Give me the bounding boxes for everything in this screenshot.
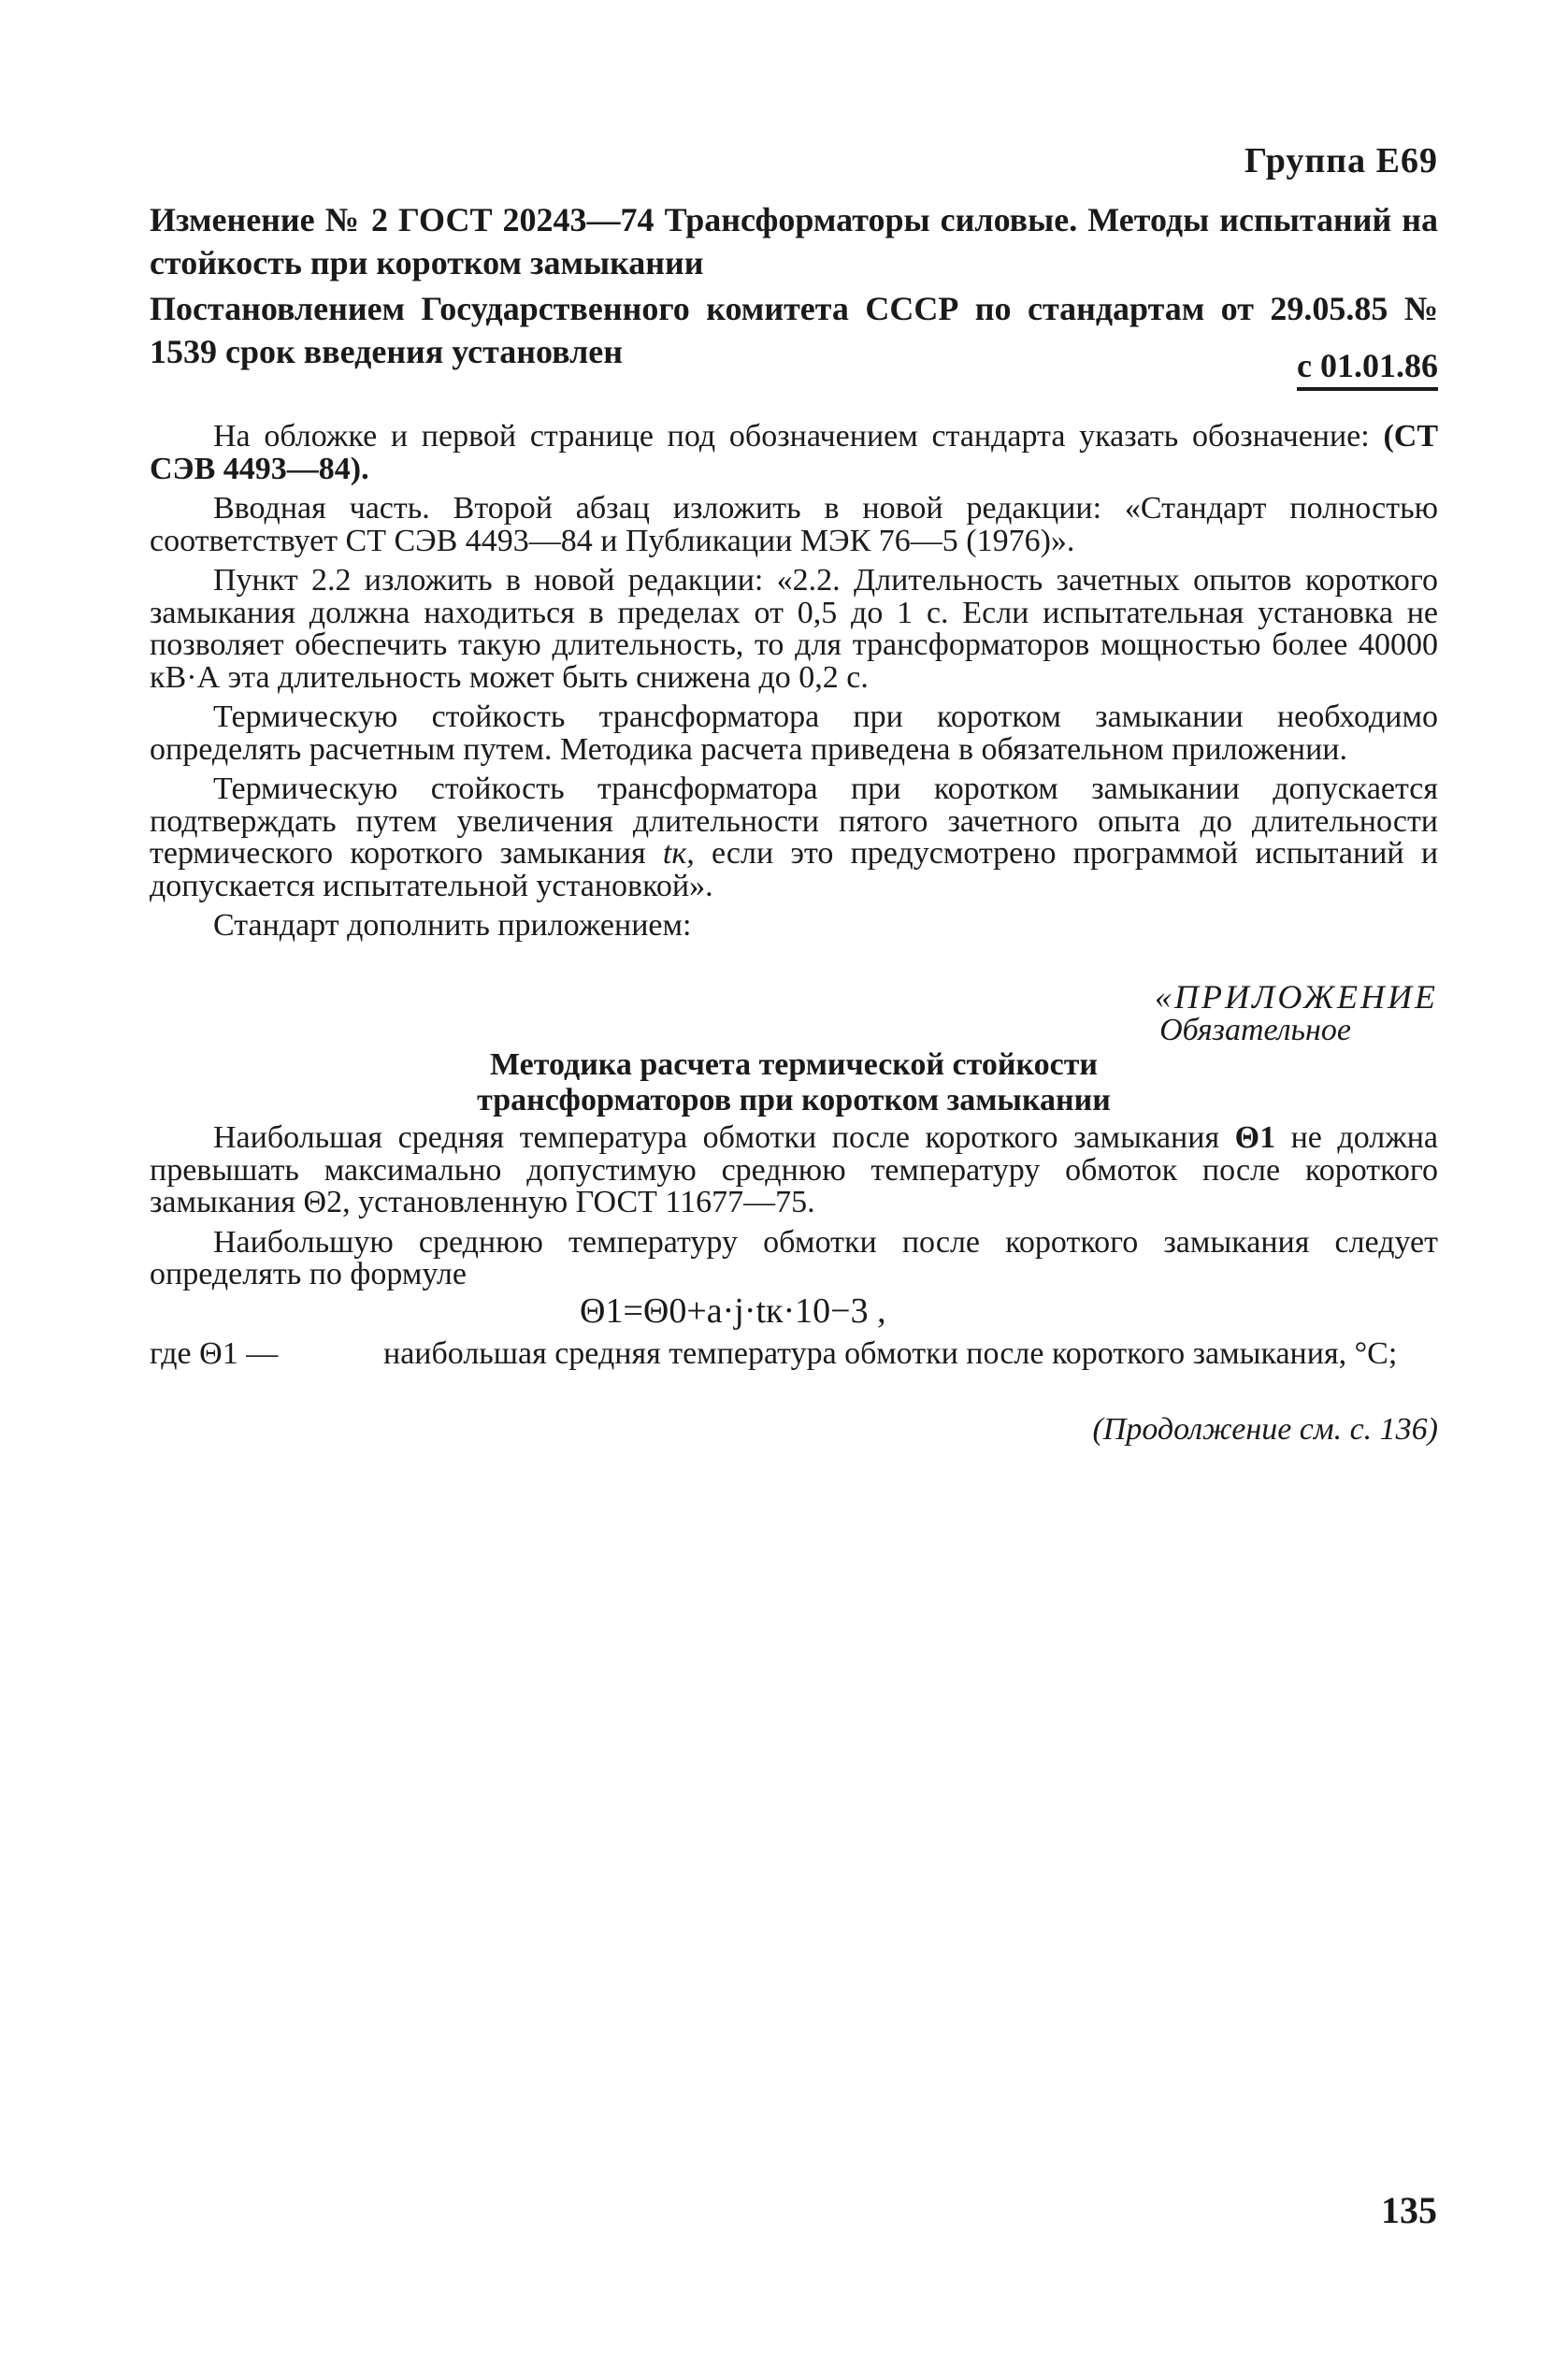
decree-text: Постановлением Государственного комитета СССР по стандартам от 29.05.85 № 1539 срок введения установлен — [150, 290, 1438, 370]
method-title-line: трансформаторов при коротком замыкании — [477, 1083, 1111, 1117]
formula: Θ1=Θ0+a·j·tк·10−3 , — [580, 1291, 886, 1331]
method-title — [150, 1047, 1438, 1118]
paragraph-clause-2-2: Пункт 2.2 изложить в новой редакции: «2.2. Длительность зачетных опытов короткого замыкания должна находиться в пределах от 0,5 до 1 с. Если испытательная установка не позволяет обеспечить такую длительность, то для трансформаторов мощностью более 40000 кВ·А эта длительность может быть снижена до 0,2 с. — [150, 563, 1438, 695]
page-number: 135 — [1381, 2189, 1437, 2231]
method-section — [150, 1122, 1438, 1299]
theta2-symbol: Θ2, — [303, 1185, 351, 1219]
tk-symbol: tк, — [662, 836, 695, 871]
legend-text: наибольшая средняя температура обмотки после короткого замыкания, °С; — [383, 1336, 1398, 1371]
theta1-symbol: Θ1 — [1234, 1120, 1276, 1155]
appendix-mandatory: Обязательное — [1159, 1013, 1351, 1047]
paragraph-thermal-test — [150, 773, 1438, 902]
paragraph-supplement: Стандарт дополнить приложением: — [213, 908, 692, 943]
paragraph-text: Термическую стойкость трансформатора при коротком замыкании допускается подтверждать путем увеличения длительности пятого зачетного опыта до длительности термического короткого замыкания — [150, 771, 1438, 871]
body-section — [150, 421, 1438, 950]
continued-note: (Продолжение см. с. 136) — [1092, 1412, 1438, 1447]
legend-term: где Θ1 — — [150, 1336, 279, 1371]
method-title-line: Методика расчета термической стойкости — [490, 1047, 1098, 1082]
standard-code: (СТ СЭВ 4493—84). — [150, 419, 1438, 486]
appendix-label: «ПРИЛОЖЕНИЕ — [1155, 978, 1438, 1016]
paragraph-text: Наибольшая средняя температура обмотки после короткого замыкания — [213, 1120, 1220, 1155]
change-title: Изменение № 2 ГОСТ 20243—74 Трансформаторы силовые. Методы испытаний на стойкость при коротком замыкании — [150, 201, 1438, 281]
paragraph-cover-designation — [150, 421, 1438, 485]
paragraph-text: если это предусмотрено программой испытаний и допускается испытательной установкой». — [150, 836, 1439, 903]
formula-legend — [150, 1337, 1438, 1371]
paragraph-text: не должна превышать максимально допустимую среднюю температуру обмоток после короткого замыкания — [150, 1120, 1439, 1219]
effective-date: с 01.01.86 — [1297, 346, 1438, 391]
paragraph-text: На обложке и первой странице под обозначением стандарта указать обозначение: — [213, 419, 1370, 454]
group-label: Группа Е69 — [1244, 141, 1438, 180]
paragraph-intro: Вводная часть. Второй абзац изложить в новой редакции: «Стандарт полностью соответствует СТ СЭВ 4493—84 и Публикации МЭК 76—5 (1976)». — [150, 491, 1438, 558]
paragraph-thermal-calc: Термическую стойкость трансформатора при коротком замыкании необходимо определять расчетным путем. Методика расчета приведена в обязательном приложении. — [150, 699, 1438, 767]
paragraph-text: установленную ГОСТ 11677—75. — [358, 1185, 815, 1219]
paragraph-max-temp — [150, 1122, 1438, 1219]
paragraph-formula-intro: Наибольшую среднюю температуру обмотки после короткого замыкания следует определять по формуле — [150, 1224, 1438, 1291]
